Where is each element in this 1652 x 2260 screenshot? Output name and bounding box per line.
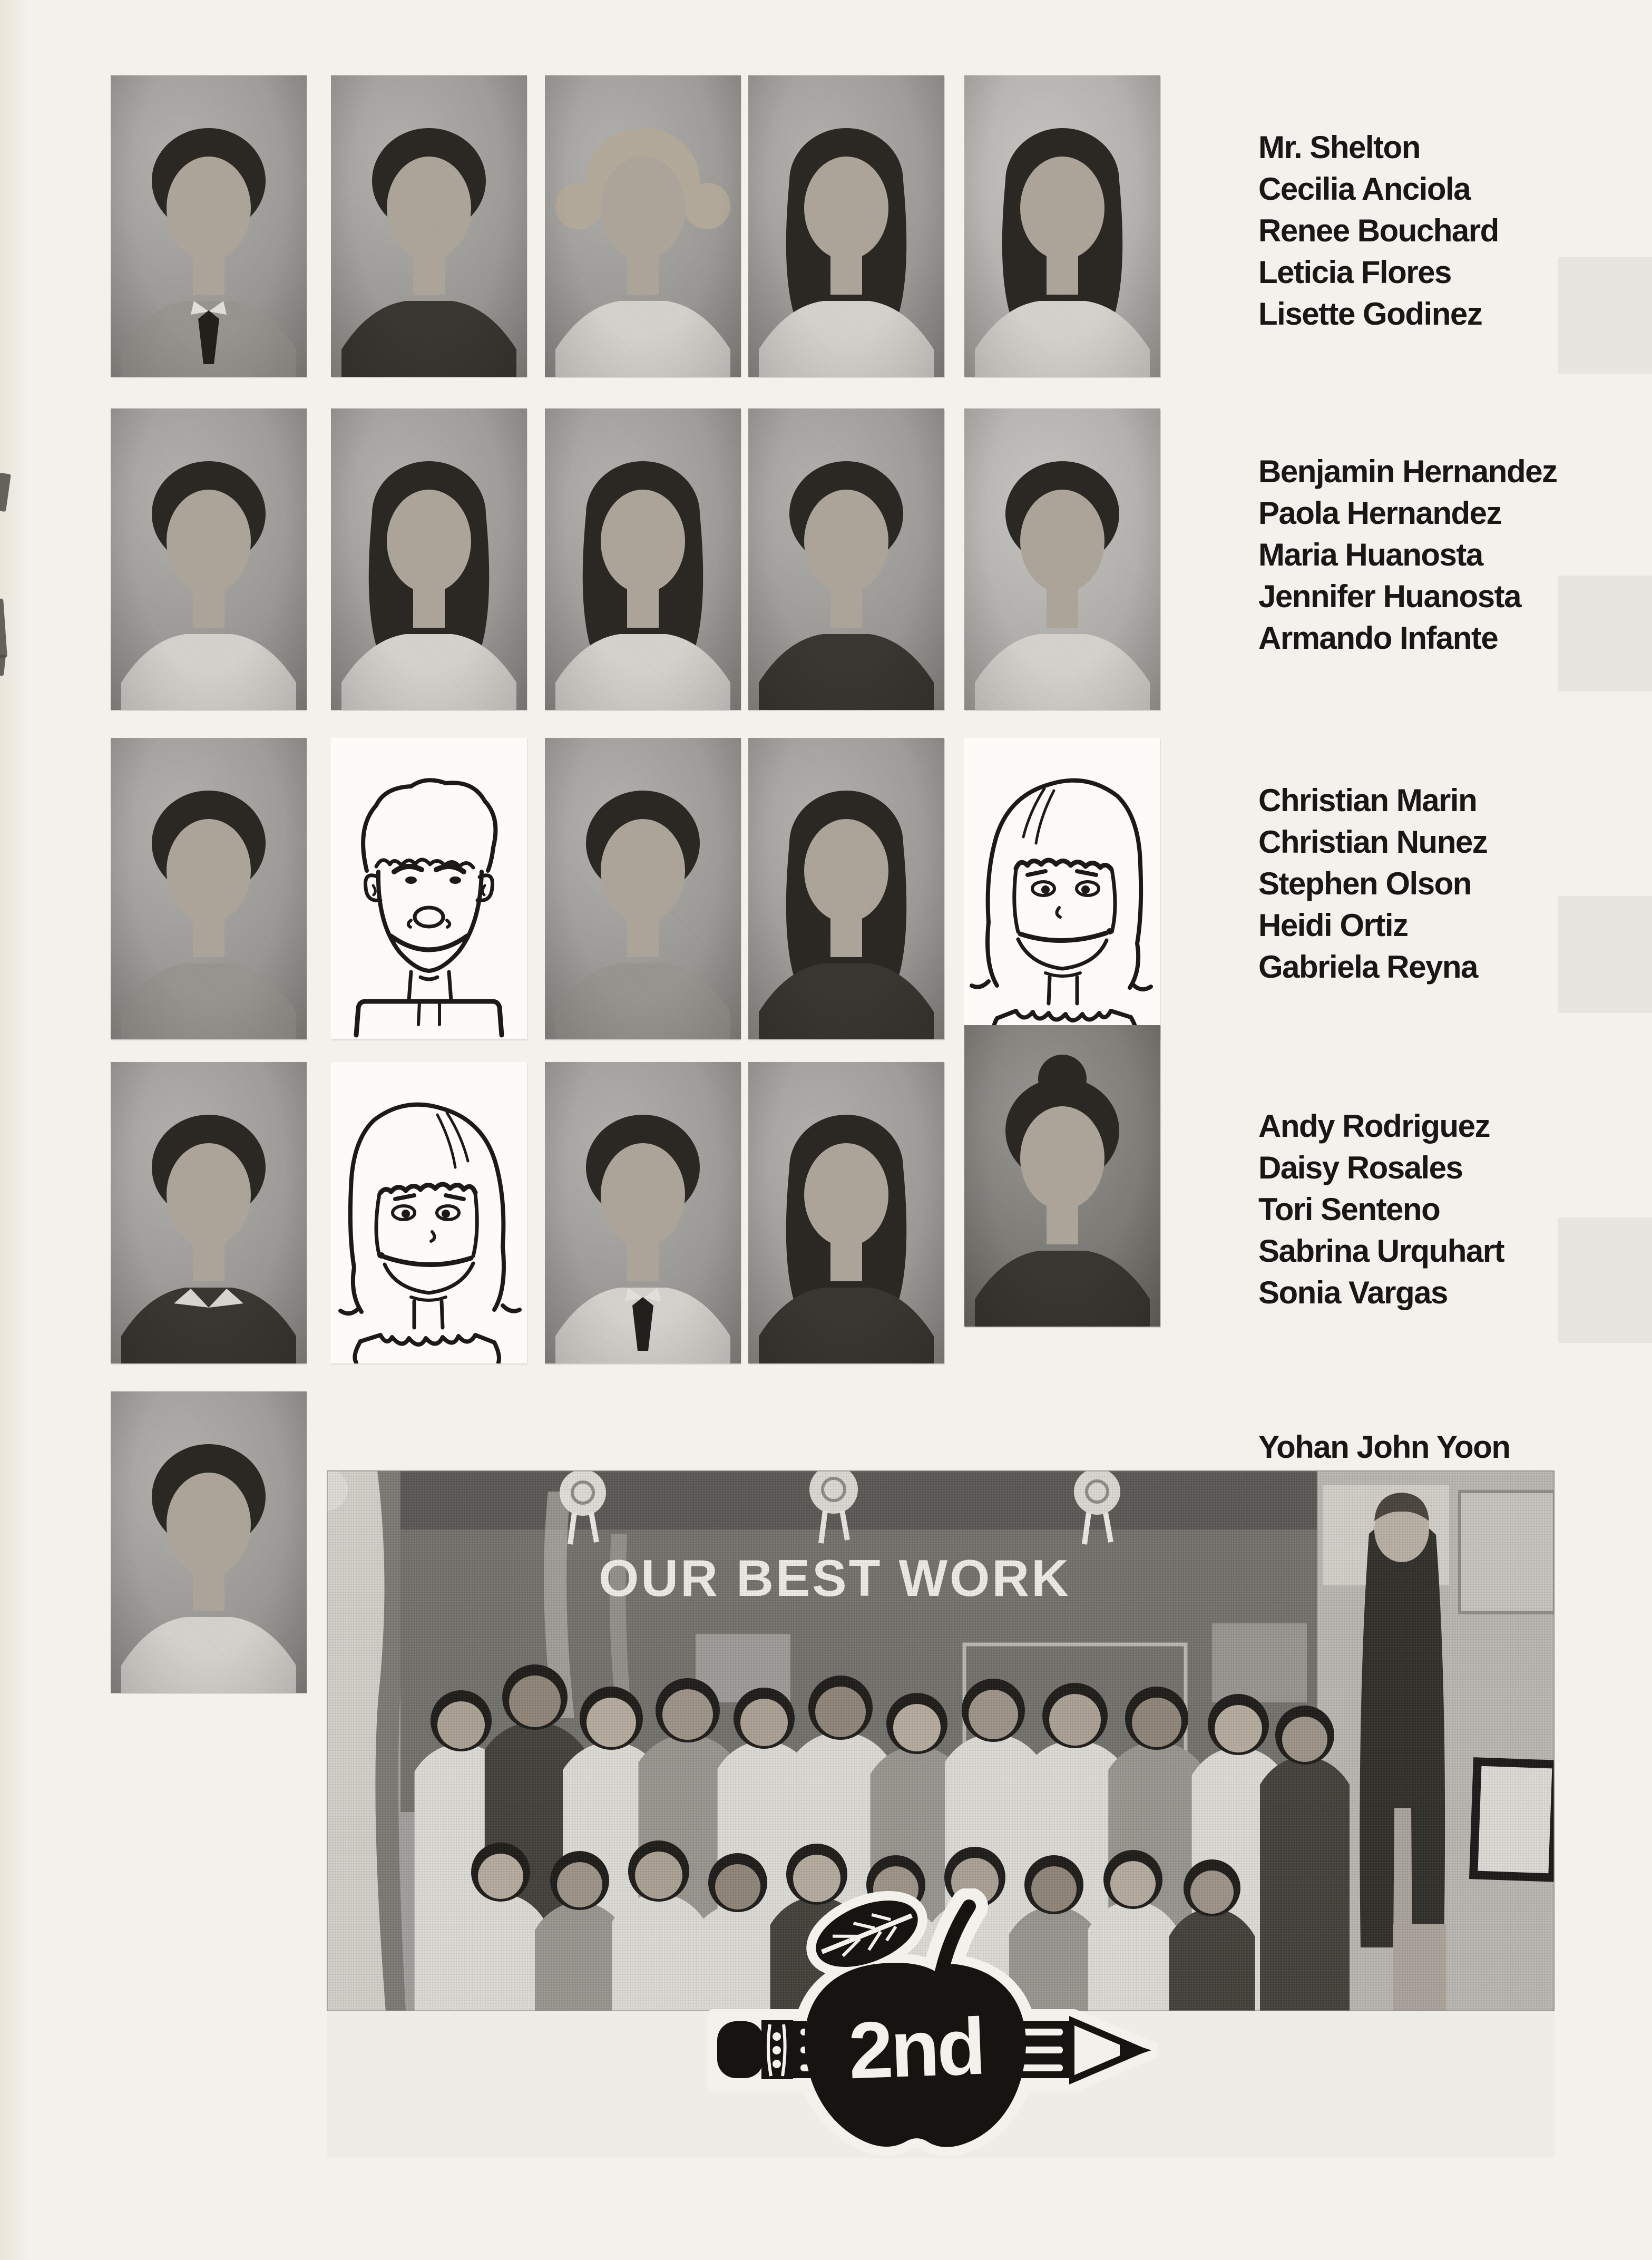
student-name: Cecilia Anciola: [1258, 171, 1471, 207]
portrait-placeholder-bust: [111, 1391, 307, 1693]
name-list-row-4: [1258, 1105, 1643, 1313]
name-list-row-3: [1258, 780, 1643, 988]
name-list-row-1: [1258, 126, 1643, 335]
portrait-photo-r1c2: [331, 75, 527, 377]
portrait-photo-r2c5: [964, 408, 1160, 710]
portrait-placeholder-bust: [545, 738, 741, 1039]
portrait-photo-r2c3: [545, 408, 741, 710]
student-name: Yohan John Yoon: [1258, 1429, 1510, 1465]
cartoon-girl-sketch: [331, 1062, 527, 1363]
portrait-placeholder-bust: [748, 1062, 944, 1363]
portrait-placeholder-bust: [331, 75, 527, 377]
portrait-placeholder-bust: [964, 408, 1160, 710]
portrait-photo-r2c1: [111, 408, 307, 710]
student-name: Christian Nunez: [1258, 824, 1488, 860]
portrait-photo-r2c4: [748, 408, 944, 710]
portrait-placeholder-bust: [111, 738, 307, 1039]
portrait-placeholder-bust: [545, 75, 741, 377]
portrait-photo-r4c3: [545, 1062, 741, 1363]
student-name: Andy Rodriguez: [1258, 1108, 1490, 1144]
portrait-photo-r1c1: [111, 75, 307, 377]
student-name: Christian Marin: [1258, 783, 1477, 818]
portrait-photo-r4c4: [748, 1062, 944, 1363]
student-name: Heidi Ortiz: [1258, 908, 1408, 943]
portrait-placeholder-bust: [748, 408, 944, 710]
student-name: Armando Infante: [1258, 620, 1498, 656]
portrait-photo-r2c2: [331, 408, 527, 710]
portrait-photo-r4c1: [111, 1062, 307, 1363]
portrait-photo-r3c1: [111, 738, 307, 1039]
grade-stamp-text: 2nd: [847, 2001, 985, 2096]
student-name: Jennifer Huanosta: [1258, 579, 1521, 614]
portrait-sketch-r3c2: [331, 738, 527, 1039]
student-name: Maria Huanosta: [1258, 537, 1483, 572]
name-list-row-5: [1258, 1426, 1643, 1468]
student-name: Paola Hernandez: [1258, 495, 1501, 531]
student-name: Renee Bouchard: [1258, 213, 1499, 248]
teacher-name: Mr. Shelton: [1258, 130, 1420, 165]
portrait-placeholder-bust: [748, 75, 944, 377]
cartoon-girl-sketch: [964, 738, 1160, 1039]
portrait-placeholder-bust: [331, 408, 527, 710]
portrait-sketch-r3c5: [964, 738, 1160, 1039]
portrait-placeholder-bust: [545, 408, 741, 710]
student-name: Tori Senteno: [1258, 1192, 1440, 1227]
portrait-photo-r4c5: [964, 1025, 1160, 1327]
portrait-placeholder-bust: [964, 75, 1160, 377]
name-list-row-2: [1258, 451, 1643, 659]
student-name: Leticia Flores: [1258, 255, 1451, 290]
portrait-photo-r3c3: [545, 738, 741, 1039]
portrait-photo-r5c1: [111, 1391, 307, 1693]
portrait-placeholder-bust: [111, 408, 307, 710]
student-name: Sabrina Urquhart: [1258, 1233, 1504, 1269]
portrait-photo-r3c4: [748, 738, 944, 1039]
student-name: Benjamin Hernandez: [1258, 454, 1557, 489]
grade-2-apple-pencil-stamp-icon: [705, 1888, 1158, 2160]
portrait-placeholder-bust: [964, 1025, 1160, 1327]
portrait-placeholder-bust: [545, 1062, 741, 1363]
portrait-placeholder-bust: [111, 1062, 307, 1363]
page-binding-shadow: [0, 0, 29, 2260]
student-name: Stephen Olson: [1258, 866, 1471, 901]
portrait-placeholder-bust: [748, 738, 944, 1039]
portrait-photo-r1c3: [545, 75, 741, 377]
student-name: Gabriela Reyna: [1258, 949, 1478, 985]
student-name: Daisy Rosales: [1258, 1150, 1463, 1185]
cartoon-boy-sketch: [331, 738, 527, 1039]
portrait-placeholder-bust: [111, 75, 307, 377]
portrait-photo-r1c4: [748, 75, 944, 377]
portrait-photo-r1c5: [964, 75, 1160, 377]
student-name: Sonia Vargas: [1258, 1275, 1448, 1310]
student-name: Lisette Godinez: [1258, 296, 1482, 332]
portrait-sketch-r4c2: [331, 1062, 527, 1363]
